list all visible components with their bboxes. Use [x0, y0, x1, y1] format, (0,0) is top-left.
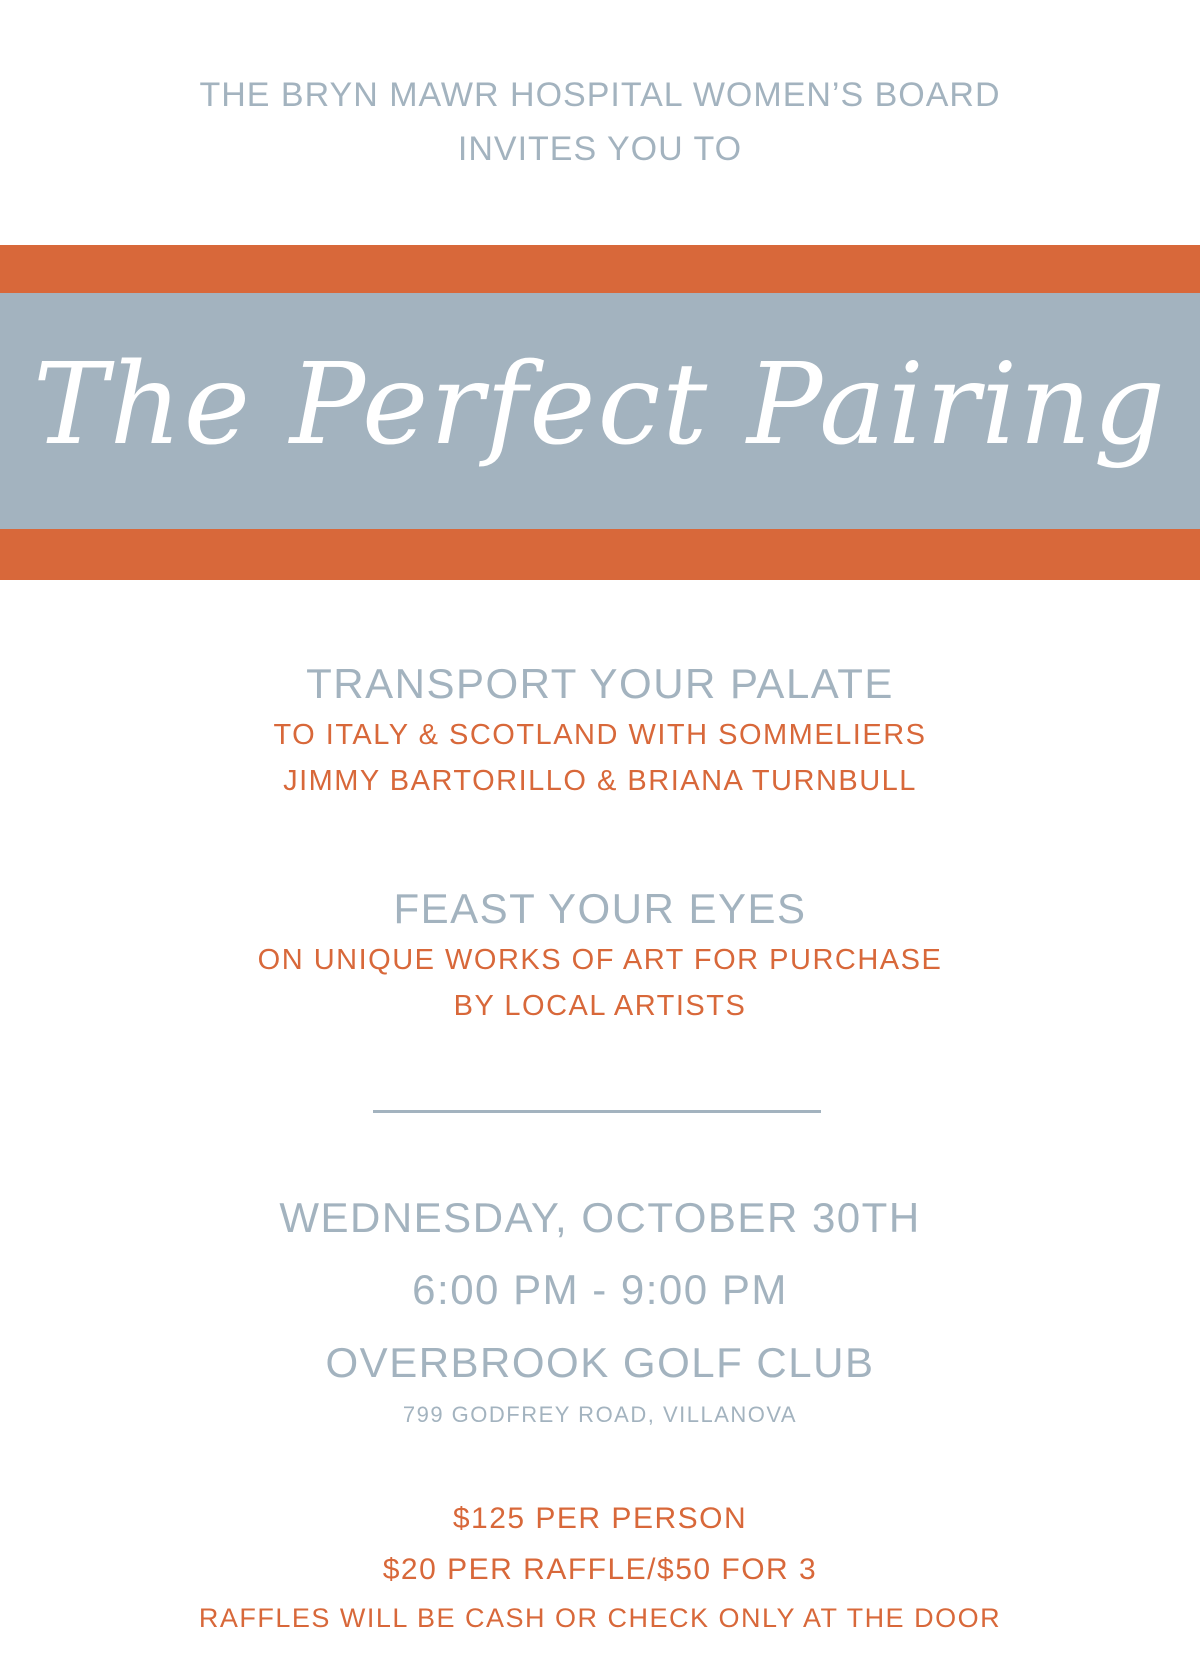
raffle-note: RAFFLES WILL BE CASH OR CHECK ONLY AT THE DOOR: [198, 1603, 1002, 1633]
header-line-2: INVITES YOU TO: [457, 130, 743, 168]
section-line-eyes-2: BY LOCAL ARTISTS: [453, 990, 747, 1022]
price-per-person: $125 PER PERSON: [452, 1502, 748, 1535]
banner-bottom-stripe: [0, 529, 1200, 580]
event-date: WEDNESDAY, OCTOBER 30TH: [279, 1194, 921, 1241]
section-heading-eyes: FEAST YOUR EYES: [393, 885, 807, 932]
section-line-eyes-1: ON UNIQUE WORKS OF ART FOR PURCHASE: [257, 944, 943, 976]
event-venue: OVERBROOK GOLF CLUB: [325, 1339, 875, 1386]
event-address: 799 GODFREY ROAD, VILLANOVA: [402, 1402, 798, 1427]
section-line-palate-2: JIMMY BARTORILLO & BRIANA TURNBULL: [283, 765, 917, 797]
divider-line: [373, 1110, 821, 1113]
section-heading-palate: TRANSPORT YOUR PALATE: [306, 660, 894, 707]
price-raffle: $20 PER RAFFLE/$50 FOR 3: [382, 1553, 818, 1586]
header-line-1: THE BRYN MAWR HOSPITAL WOMEN’S BOARD: [199, 76, 1001, 114]
banner-top-stripe: [0, 245, 1200, 293]
event-title: The Perfect Pairing: [32, 340, 1168, 470]
section-line-palate-1: TO ITALY & SCOTLAND WITH SOMMELIERS: [273, 719, 927, 751]
event-time: 6:00 PM - 9:00 PM: [412, 1266, 788, 1313]
